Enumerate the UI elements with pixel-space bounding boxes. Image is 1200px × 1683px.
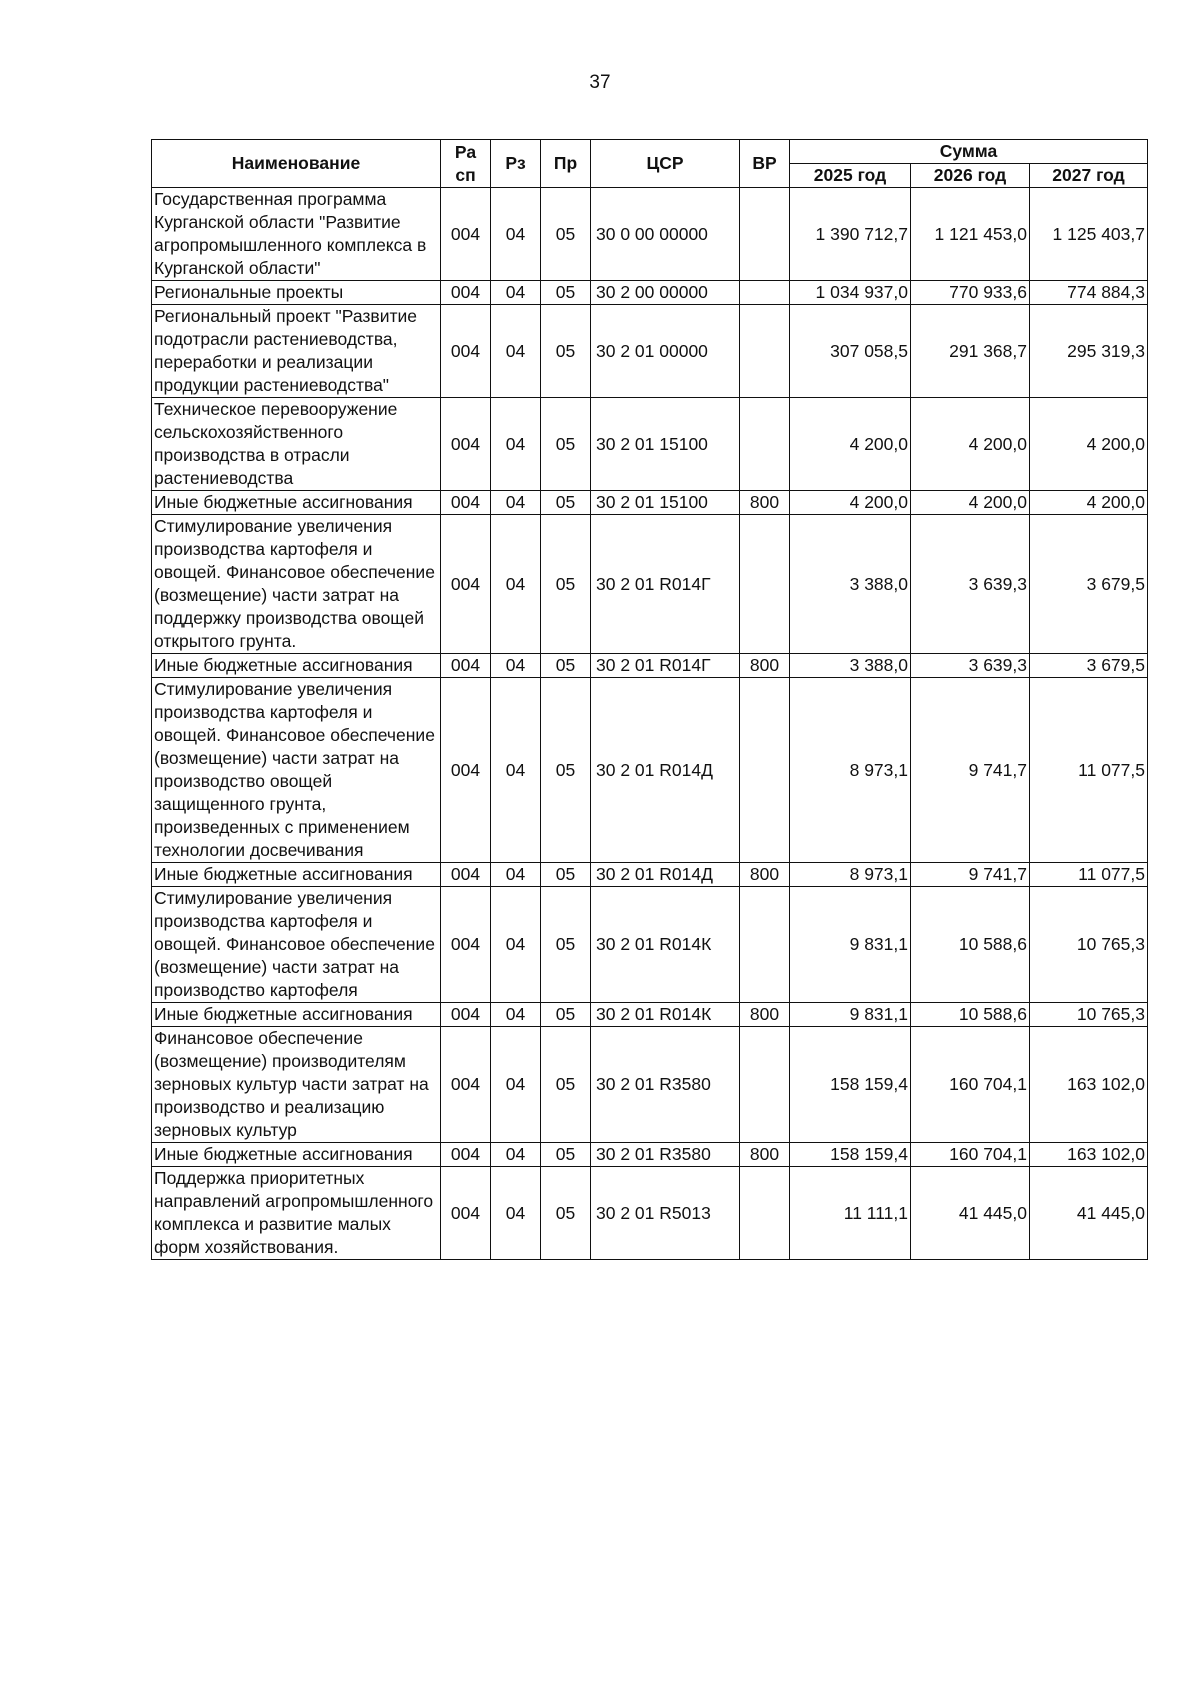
table-body <box>152 188 1148 1260</box>
cell-sum-2027: 163 102,0 <box>1030 1143 1148 1167</box>
table-row <box>152 515 1148 654</box>
cell-rz: 04 <box>491 1027 541 1143</box>
cell-csr: 30 2 01 R014Д <box>591 678 740 863</box>
table-row <box>152 398 1148 491</box>
cell-vr: 800 <box>740 654 790 678</box>
table-row <box>152 1027 1148 1143</box>
cell-sum-2026: 770 933,6 <box>911 281 1030 305</box>
cell-rz: 04 <box>491 305 541 398</box>
cell-sum-2026: 9 741,7 <box>911 678 1030 863</box>
cell-sum-2027: 11 077,5 <box>1030 678 1148 863</box>
cell-rasp: 004 <box>441 1143 491 1167</box>
cell-vr: 800 <box>740 1003 790 1027</box>
budget-table <box>151 139 1148 1260</box>
cell-sum-2025: 9 831,1 <box>790 1003 911 1027</box>
cell-pr: 05 <box>541 678 591 863</box>
cell-rz: 04 <box>491 1143 541 1167</box>
cell-rasp: 004 <box>441 863 491 887</box>
cell-sum-2025: 158 159,4 <box>790 1143 911 1167</box>
cell-sum-2025: 3 388,0 <box>790 515 911 654</box>
cell-name: Иные бюджетные ассигнования <box>152 654 441 678</box>
cell-sum-2027: 3 679,5 <box>1030 515 1148 654</box>
cell-name: Государственная программа Курганской области "Развитие агропромышленного комплекса в Курганской области" <box>152 188 441 281</box>
cell-sum-2027: 774 884,3 <box>1030 281 1148 305</box>
cell-sum-2027: 10 765,3 <box>1030 1003 1148 1027</box>
cell-rasp: 004 <box>441 188 491 281</box>
cell-rz: 04 <box>491 281 541 305</box>
cell-pr: 05 <box>541 305 591 398</box>
cell-name: Иные бюджетные ассигнования <box>152 1003 441 1027</box>
cell-csr: 30 2 01 R014Г <box>591 515 740 654</box>
cell-csr: 30 2 01 R3580 <box>591 1143 740 1167</box>
cell-csr: 30 2 01 R5013 <box>591 1167 740 1260</box>
cell-sum-2026: 4 200,0 <box>911 398 1030 491</box>
cell-pr: 05 <box>541 863 591 887</box>
cell-sum-2026: 3 639,3 <box>911 654 1030 678</box>
cell-sum-2025: 1 034 937,0 <box>790 281 911 305</box>
cell-rz: 04 <box>491 188 541 281</box>
cell-sum-2027: 3 679,5 <box>1030 654 1148 678</box>
cell-vr: 800 <box>740 863 790 887</box>
cell-sum-2027: 4 200,0 <box>1030 491 1148 515</box>
cell-rz: 04 <box>491 678 541 863</box>
cell-rasp: 004 <box>441 398 491 491</box>
table-row <box>152 887 1148 1003</box>
cell-vr <box>740 678 790 863</box>
table-row <box>152 281 1148 305</box>
cell-sum-2027: 10 765,3 <box>1030 887 1148 1003</box>
header-year-2027: 2027 год <box>1030 164 1148 188</box>
cell-name: Иные бюджетные ассигнования <box>152 491 441 515</box>
cell-csr: 30 2 01 R014К <box>591 887 740 1003</box>
cell-name: Поддержка приоритетных направлений агропромышленного комплекса и развитие малых форм хозяйствования. <box>152 1167 441 1260</box>
cell-pr: 05 <box>541 654 591 678</box>
cell-rz: 04 <box>491 1167 541 1260</box>
cell-sum-2026: 10 588,6 <box>911 887 1030 1003</box>
cell-vr <box>740 1167 790 1260</box>
cell-csr: 30 2 01 15100 <box>591 491 740 515</box>
header-year-2025: 2025 год <box>790 164 911 188</box>
cell-csr: 30 2 01 R014Д <box>591 863 740 887</box>
table-row <box>152 1167 1148 1260</box>
cell-name: Региональные проекты <box>152 281 441 305</box>
cell-sum-2027: 1 125 403,7 <box>1030 188 1148 281</box>
cell-pr: 05 <box>541 491 591 515</box>
page-number: 37 <box>589 72 611 93</box>
cell-rasp: 004 <box>441 654 491 678</box>
header-pr: Пр <box>541 140 591 188</box>
cell-csr: 30 2 01 00000 <box>591 305 740 398</box>
cell-rasp: 004 <box>441 515 491 654</box>
cell-rz: 04 <box>491 654 541 678</box>
cell-sum-2025: 9 831,1 <box>790 887 911 1003</box>
cell-sum-2025: 4 200,0 <box>790 398 911 491</box>
cell-sum-2025: 158 159,4 <box>790 1027 911 1143</box>
cell-sum-2025: 8 973,1 <box>790 678 911 863</box>
cell-rasp: 004 <box>441 281 491 305</box>
cell-name: Стимулирование увеличения производства картофеля и овощей. Финансовое обеспечение (возмещение) части затрат на производство овощей защищенного грунта, произведенных с применением технологии досвечивания <box>152 678 441 863</box>
cell-pr: 05 <box>541 188 591 281</box>
cell-sum-2025: 3 388,0 <box>790 654 911 678</box>
cell-rz: 04 <box>491 515 541 654</box>
cell-pr: 05 <box>541 398 591 491</box>
cell-sum-2026: 4 200,0 <box>911 491 1030 515</box>
cell-rz: 04 <box>491 863 541 887</box>
cell-sum-2027: 41 445,0 <box>1030 1167 1148 1260</box>
header-csr: ЦСР <box>591 140 740 188</box>
cell-csr: 30 2 01 R014К <box>591 1003 740 1027</box>
cell-name: Стимулирование увеличения производства картофеля и овощей. Финансовое обеспечение (возмещение) части затрат на производство картофеля <box>152 887 441 1003</box>
cell-vr: 800 <box>740 491 790 515</box>
header-rz: Рз <box>491 140 541 188</box>
table-row <box>152 1143 1148 1167</box>
cell-sum-2025: 11 111,1 <box>790 1167 911 1260</box>
cell-rz: 04 <box>491 1003 541 1027</box>
cell-rz: 04 <box>491 398 541 491</box>
cell-pr: 05 <box>541 1143 591 1167</box>
cell-rz: 04 <box>491 491 541 515</box>
cell-name: Иные бюджетные ассигнования <box>152 863 441 887</box>
cell-vr <box>740 398 790 491</box>
cell-sum-2026: 41 445,0 <box>911 1167 1030 1260</box>
cell-name: Иные бюджетные ассигнования <box>152 1143 441 1167</box>
cell-vr <box>740 515 790 654</box>
header-rasp: Ра сп <box>441 140 491 188</box>
cell-rasp: 004 <box>441 305 491 398</box>
cell-csr: 30 2 00 00000 <box>591 281 740 305</box>
cell-pr: 05 <box>541 887 591 1003</box>
cell-vr <box>740 887 790 1003</box>
cell-csr: 30 2 01 R3580 <box>591 1027 740 1143</box>
table-row <box>152 188 1148 281</box>
cell-sum-2025: 307 058,5 <box>790 305 911 398</box>
cell-sum-2027: 163 102,0 <box>1030 1027 1148 1143</box>
cell-rasp: 004 <box>441 887 491 1003</box>
cell-pr: 05 <box>541 1167 591 1260</box>
cell-rz: 04 <box>491 887 541 1003</box>
cell-sum-2026: 160 704,1 <box>911 1143 1030 1167</box>
cell-sum-2026: 1 121 453,0 <box>911 188 1030 281</box>
cell-sum-2025: 4 200,0 <box>790 491 911 515</box>
cell-pr: 05 <box>541 515 591 654</box>
cell-vr <box>740 188 790 281</box>
table-row <box>152 305 1148 398</box>
cell-pr: 05 <box>541 281 591 305</box>
table-header <box>152 140 1148 188</box>
table-row <box>152 491 1148 515</box>
cell-name: Стимулирование увеличения производства картофеля и овощей. Финансовое обеспечение (возмещение) части затрат на поддержку производства овощей открытого грунта. <box>152 515 441 654</box>
cell-csr: 30 2 01 15100 <box>591 398 740 491</box>
cell-rasp: 004 <box>441 1003 491 1027</box>
cell-vr <box>740 1027 790 1143</box>
cell-sum-2027: 4 200,0 <box>1030 398 1148 491</box>
cell-name: Региональный проект "Развитие подотрасли растениеводства, переработки и реализации продукции растениеводства" <box>152 305 441 398</box>
cell-sum-2026: 3 639,3 <box>911 515 1030 654</box>
cell-sum-2025: 8 973,1 <box>790 863 911 887</box>
cell-rasp: 004 <box>441 1167 491 1260</box>
header-sum: Сумма <box>790 140 1148 164</box>
cell-name: Финансовое обеспечение (возмещение) производителям зерновых культур части затрат на производство и реализацию зерновых культур <box>152 1027 441 1143</box>
cell-rasp: 004 <box>441 678 491 863</box>
cell-sum-2026: 291 368,7 <box>911 305 1030 398</box>
cell-vr <box>740 281 790 305</box>
cell-sum-2025: 1 390 712,7 <box>790 188 911 281</box>
cell-csr: 30 2 01 R014Г <box>591 654 740 678</box>
cell-vr <box>740 305 790 398</box>
cell-sum-2026: 160 704,1 <box>911 1027 1030 1143</box>
cell-rasp: 004 <box>441 491 491 515</box>
cell-sum-2026: 10 588,6 <box>911 1003 1030 1027</box>
cell-sum-2027: 11 077,5 <box>1030 863 1148 887</box>
table-row <box>152 863 1148 887</box>
cell-rasp: 004 <box>441 1027 491 1143</box>
cell-pr: 05 <box>541 1003 591 1027</box>
cell-name: Техническое перевооружение сельскохозяйственного производства в отрасли растениеводства <box>152 398 441 491</box>
header-vr: ВР <box>740 140 790 188</box>
table-row <box>152 654 1148 678</box>
cell-sum-2026: 9 741,7 <box>911 863 1030 887</box>
cell-vr: 800 <box>740 1143 790 1167</box>
header-name: Наименование <box>152 140 441 188</box>
cell-csr: 30 0 00 00000 <box>591 188 740 281</box>
table-row <box>152 1003 1148 1027</box>
cell-pr: 05 <box>541 1027 591 1143</box>
table-row <box>152 678 1148 863</box>
header-year-2026: 2026 год <box>911 164 1030 188</box>
cell-sum-2027: 295 319,3 <box>1030 305 1148 398</box>
